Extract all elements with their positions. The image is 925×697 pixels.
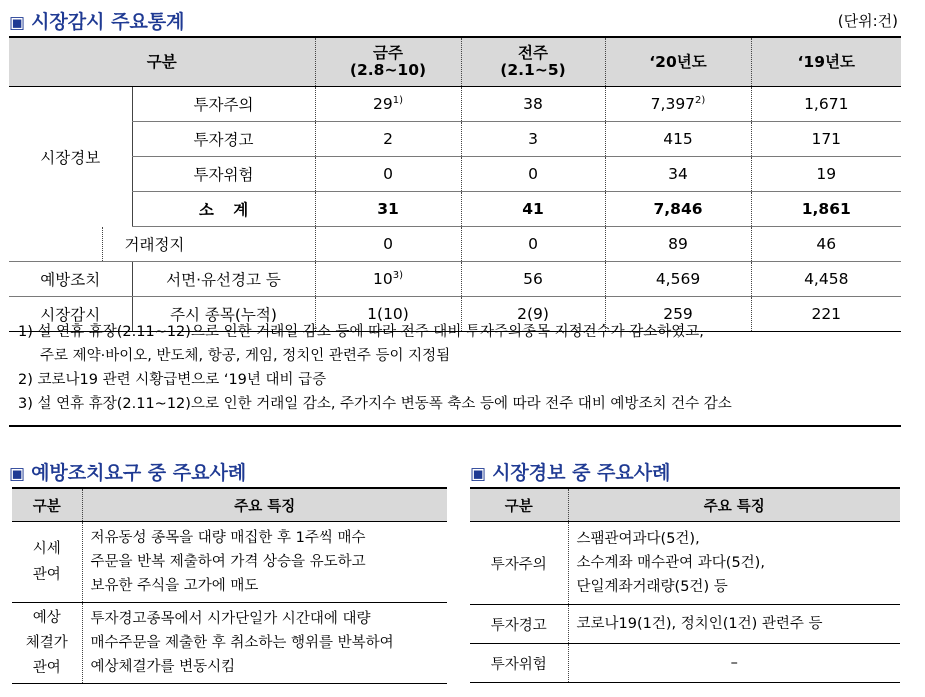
row-label: 주시 종목(누적) (132, 297, 315, 332)
cell-this-week: 29$^{1)}$ (315, 87, 461, 122)
cell-2020: 4,569 (605, 262, 751, 297)
cell-2020: 415 (605, 122, 751, 157)
cell-2019: 1,671 (751, 87, 901, 122)
cell-last-week: 38 (461, 87, 605, 122)
row-label: 서면·유선경고 등 (132, 262, 315, 297)
header-this-week: 금주 (2.8~10) (315, 37, 461, 87)
square-bullet-icon: ▣ (9, 13, 26, 33)
unit-label: (단위:건) (837, 12, 898, 30)
case-description: 코로나19(1건), 정치인(1건) 관련주 등 (568, 605, 900, 644)
cell-this-week: 2 (315, 122, 461, 157)
case-description: 저유동성 종목을 대량 매집한 후 1주씩 매수 주문을 반복 제출하여 가격 상승을 유도하고 보유한 주식을 고가에 매도 (82, 522, 447, 603)
row-label: 거래정지 (102, 227, 315, 262)
cell-last-week: 0 (461, 157, 605, 192)
prevention-section-header (9, 458, 246, 485)
cell-2019: 4,458 (751, 262, 901, 297)
row-label: 투자위험 (132, 157, 315, 192)
group-label-market-warning: 시장경보 (40, 148, 101, 167)
warning-section-header (470, 458, 670, 485)
warning-title: 시장경보 중 주요사례 (492, 462, 671, 484)
square-bullet-icon: ▣ (9, 464, 26, 484)
case-description: – (568, 644, 900, 683)
divider (9, 425, 901, 427)
group-label: 시장감시 (9, 297, 132, 332)
table-row (9, 262, 901, 297)
table-row (12, 603, 447, 684)
table-row (9, 87, 901, 122)
cell-last-week: 56 (461, 262, 605, 297)
cell-2019: 1,861 (751, 192, 901, 227)
stats-section-header (9, 7, 185, 34)
cell-2019: 221 (751, 297, 901, 332)
col-header-category: 구분 (12, 488, 82, 522)
table-row (470, 522, 900, 605)
cell-last-week: 0 (461, 227, 605, 262)
square-bullet-icon: ▣ (470, 464, 487, 484)
cell-this-week: 1(10) (315, 297, 461, 332)
cell-this-week: 0 (315, 157, 461, 192)
table-row (12, 522, 447, 603)
cell-2020: 34 (605, 157, 751, 192)
table-row-subtotal (9, 192, 901, 227)
cell-last-week: 41 (461, 192, 605, 227)
cell-2019: 19 (751, 157, 901, 192)
table-row (9, 227, 901, 262)
cell-last-week: 2(9) (461, 297, 605, 332)
header-category: 구분 (9, 37, 315, 87)
case-category: 시세 관여 (12, 522, 82, 603)
case-category: 투자경고 (470, 605, 568, 644)
col-header-features: 주요 특징 (568, 488, 900, 522)
table-row (470, 644, 900, 683)
col-header-category: 구분 (470, 488, 568, 522)
footnote-2: 2) 코로나19 관련 시황급변으로 ‘19년 대비 급증 (18, 372, 327, 388)
row-label: 투자주의 (132, 87, 315, 122)
cell-2020: 259 (605, 297, 751, 332)
cell-last-week: 3 (461, 122, 605, 157)
cell-2019: 171 (751, 122, 901, 157)
stats-title: 시장감시 주요통계 (31, 11, 185, 33)
table-row (470, 605, 900, 644)
stats-table (9, 36, 901, 332)
stats-header-row (9, 37, 901, 87)
header-2020: ‘20년도 (605, 37, 751, 87)
row-label: 투자경고 (132, 122, 315, 157)
table-row (9, 122, 901, 157)
group-label: 예방조치 (9, 262, 132, 297)
cell-this-week: 0 (315, 227, 461, 262)
header-2019: ‘19년도 (751, 37, 901, 87)
footnotes (18, 320, 732, 416)
col-header-features: 주요 특징 (82, 488, 447, 522)
prevention-table (12, 487, 447, 684)
row-label: 소 계 (132, 192, 315, 227)
footnote-1: 1) 설 연휴 휴장(2.11~12)으로 인한 거래일 감소 등에 따라 전주 대비 투자주의종목 지정건수가 감소하였고, (18, 324, 704, 340)
header-last-week: 전주 (2.1~5) (461, 37, 605, 87)
case-category: 투자주의 (470, 522, 568, 605)
prevention-title: 예방조치요구 중 주요사례 (31, 462, 247, 484)
case-category: 투자위험 (470, 644, 568, 683)
cell-this-week: 10$^{3)}$ (315, 262, 461, 297)
case-description: 투자경고종목에서 시가단일가 시간대에 대량 매수주문을 제출한 후 취소하는 행위를 반복하여 예상체결가를 변동시킴 (82, 603, 447, 684)
footnote-1-cont: 주로 제약·바이오, 반도체, 항공, 게임, 정치인 관련주 등이 지정됨 (40, 348, 451, 364)
case-description: 스팸관여과다(5건), 소수계좌 매수관여 과다(5건), 단일계좌거래량(5건) 등 (568, 522, 900, 605)
warning-table (470, 487, 900, 683)
case-category: 예상 체결가 관여 (12, 603, 82, 684)
table-row (9, 157, 901, 192)
cell-2020: 7,846 (605, 192, 751, 227)
cell-2019: 46 (751, 227, 901, 262)
footnote-3: 3) 설 연휴 휴장(2.11~12)으로 인한 거래일 감소, 주가지수 변동폭 축소 등에 따라 전주 대비 예방조치 건수 감소 (18, 396, 732, 412)
cell-2020: 7,397$^{2)}$ (605, 87, 751, 122)
cell-2020: 89 (605, 227, 751, 262)
cell-this-week: 31 (315, 192, 461, 227)
